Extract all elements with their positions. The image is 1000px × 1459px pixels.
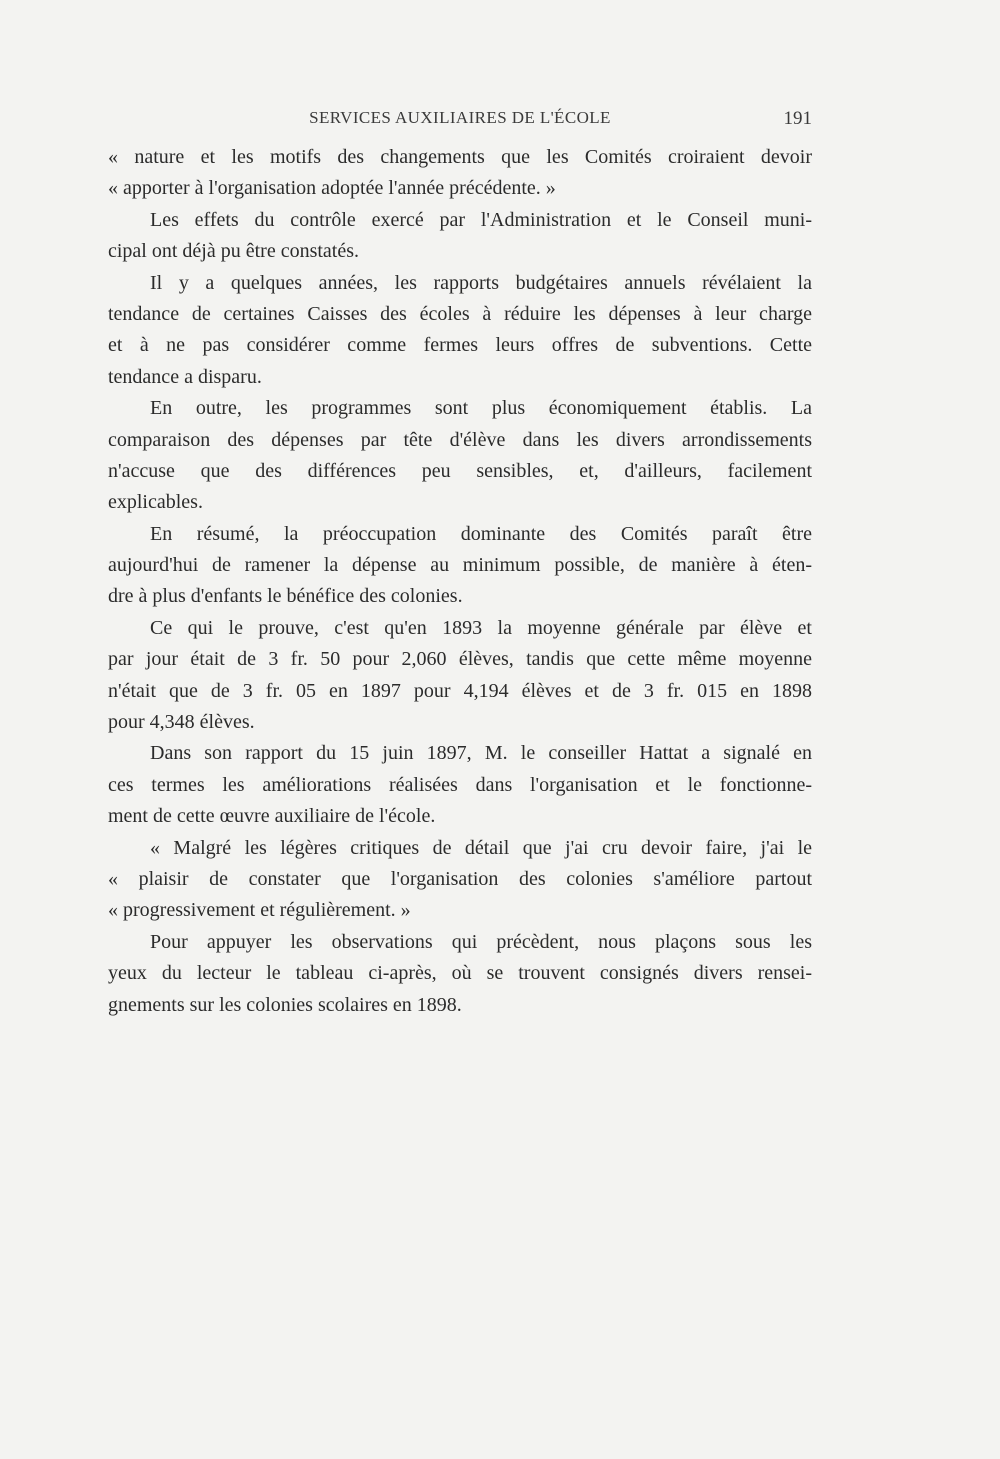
- text-line: gnements sur les colonies scolaires en 1898.: [108, 993, 462, 1016]
- text-line: yeux du lecteur le tableau ci-après, où se trouvent consignés divers rensei-: [108, 962, 812, 985]
- running-head: [108, 108, 812, 136]
- text-line: explicables.: [108, 491, 203, 514]
- text-line: cipal ont déjà pu être constatés.: [108, 240, 360, 263]
- running-title: SERVICES AUXILIAIRES DE L'ÉCOLE: [309, 108, 611, 127]
- text-line: ment de cette œuvre auxiliaire de l'école.: [108, 805, 436, 828]
- text-line: En résumé, la préoccupation dominante des Comités paraît être: [150, 522, 812, 545]
- text-line: ces termes les améliorations réalisées dans l'organisation et le fonctionne-: [108, 773, 812, 796]
- text-line: comparaison des dépenses par tête d'élève dans les divers arrondissements: [108, 428, 812, 451]
- text-line: n'accuse que des différences peu sensibles, et, d'ailleurs, facilement: [108, 459, 812, 482]
- text-line: Dans son rapport du 15 juin 1897, M. le conseiller Hattat a signalé en: [150, 742, 812, 765]
- text-line: Pour appuyer les observations qui précèdent, nous plaçons sous les: [150, 930, 812, 953]
- text-line: tendance de certaines Caisses des écoles à réduire les dépenses à leur charge: [108, 302, 812, 325]
- text-line: Les effets du contrôle exercé par l'Administration et le Conseil muni-: [150, 208, 812, 231]
- text-line: Ce qui le prouve, c'est qu'en 1893 la moyenne générale par élève et: [150, 616, 812, 639]
- text-line: n'était que de 3 fr. 05 en 1897 pour 4,194 élèves et de 3 fr. 015 en 1898: [108, 679, 812, 702]
- text-line: pour 4,348 élèves.: [108, 711, 255, 734]
- text-line: dre à plus d'enfants le bénéfice des colonies.: [108, 585, 463, 608]
- text-line: et à ne pas considérer comme fermes leurs offres de subventions. Cette: [108, 334, 812, 357]
- text-line: « plaisir de constater que l'organisation des colonies s'améliore partout: [108, 867, 812, 890]
- page-number: 191: [783, 108, 812, 129]
- text-line: « nature et les motifs des changements que les Comités croiraient devoir: [108, 146, 812, 168]
- text-line: « progressivement et régulièrement. »: [108, 899, 411, 922]
- body-text: [108, 142, 812, 1021]
- text-line: par jour était de 3 fr. 50 pour 2,060 élèves, tandis que cette même moyenne: [108, 648, 812, 671]
- text-line: En outre, les programmes sont plus économiquement établis. La: [150, 397, 812, 420]
- text-line: « apporter à l'organisation adoptée l'année précédente. »: [108, 177, 556, 200]
- text-line: « Malgré les légères critiques de détail que j'ai cru devoir faire, j'ai le: [150, 836, 812, 859]
- text-line: tendance a disparu.: [108, 365, 262, 388]
- text-line: Il y a quelques années, les rapports budgétaires annuels révélaient la: [150, 271, 812, 294]
- text-line: aujourd'hui de ramener la dépense au minimum possible, de manière à éten-: [108, 554, 812, 577]
